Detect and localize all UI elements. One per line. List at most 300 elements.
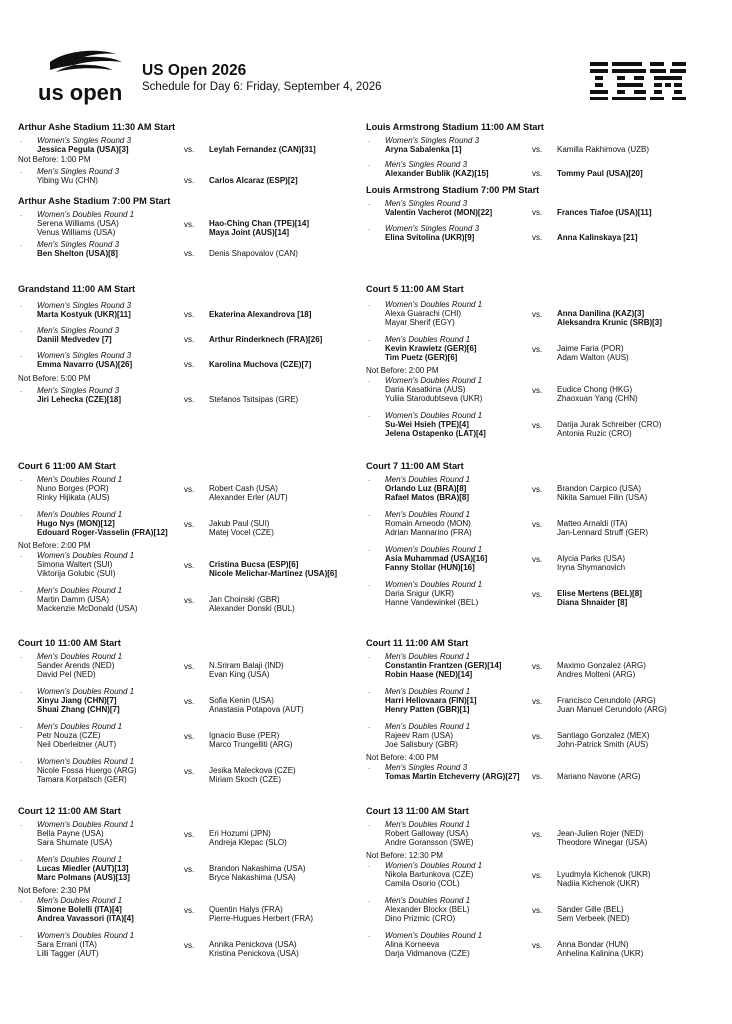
player-right: Diana Shnaider [8]: [557, 598, 628, 607]
match-round: Women's Doubles Round 1: [385, 411, 483, 420]
match: [366, 300, 711, 328]
bullet: .: [20, 211, 22, 218]
match: [366, 160, 711, 179]
match: [366, 475, 711, 503]
vs-label: vs.: [184, 732, 195, 741]
player-left: Andre Goransson (SWE): [385, 838, 474, 847]
player-right: Brandon Nakashima (USA): [209, 864, 306, 873]
court-block-court-10: [18, 636, 363, 785]
player-right: Anastasia Potapova (AUT): [209, 705, 304, 714]
player-right: Marco Trungelliti (ARG): [209, 740, 293, 749]
vs-label: vs.: [532, 772, 543, 781]
vs-label: vs.: [532, 310, 543, 319]
match-round: Men's Doubles Round 1: [385, 722, 471, 731]
match-round: Men's Doubles Round 1: [385, 510, 471, 519]
court-title: Louis Armstrong Stadium 7:00 PM Start: [366, 185, 540, 195]
player-left: Mackenzie McDonald (USA): [37, 604, 138, 613]
match-round: Men's Doubles Round 1: [385, 687, 471, 696]
bullet: .: [368, 862, 370, 869]
player-left: Serena Williams (USA): [37, 219, 119, 228]
not-before: Not Before: 12:30 PM: [366, 851, 443, 860]
match: [366, 580, 711, 608]
player-right: Sofia Kenin (USA): [209, 696, 274, 705]
player-left: Asia Muhammad (USA)[16]: [385, 554, 488, 563]
match: [18, 820, 363, 848]
vs-label: vs.: [532, 233, 543, 242]
vs-label: vs.: [532, 830, 543, 839]
match: [18, 167, 363, 186]
player-left: Sander Arends (NED): [37, 661, 115, 670]
match-round: Women's Doubles Round 1: [37, 551, 135, 560]
match: [366, 335, 711, 363]
player-left: Marc Polmans (AUS)[13]: [37, 873, 130, 882]
player-left: Tamara Korpatsch (GER): [37, 775, 127, 784]
player-right: Juan Manuel Cerundolo (ARG): [557, 705, 667, 714]
court-block-court-6: [18, 459, 363, 614]
vs-label: vs.: [532, 555, 543, 564]
player-right: Jakub Paul (SUI): [209, 519, 270, 528]
player-left: Sara Shumate (USA): [37, 838, 113, 847]
court-title: Court 7 11:00 AM Start: [366, 461, 464, 471]
player-right: Darija Jurak Schreiber (CRO): [557, 420, 662, 429]
match-round: Women's Doubles Round 1: [37, 931, 135, 940]
vs-label: vs.: [184, 906, 195, 915]
vs-label: vs.: [532, 941, 543, 950]
player-left: Kevin Krawietz (GER)[6]: [385, 344, 477, 353]
player-left: Neil Oberleitner (AUT): [37, 740, 117, 749]
vs-label: vs.: [532, 145, 543, 154]
vs-label: vs.: [532, 662, 543, 671]
court-title: Court 5 11:00 AM Start: [366, 284, 464, 294]
match: [18, 326, 363, 345]
match: [18, 931, 363, 959]
vs-label: vs.: [184, 395, 195, 404]
player-left: Mayar Sherif (EGY): [385, 318, 455, 327]
bullet: .: [20, 302, 22, 309]
player-left: Petr Nouza (CZE): [37, 731, 101, 740]
player-right: Lyudmyla Kichenok (UKR): [557, 870, 651, 879]
player-right: Miriam Skoch (CZE): [209, 775, 282, 784]
match-round: Men's Doubles Round 1: [37, 586, 123, 595]
court-block-grandstand: [18, 282, 363, 405]
player-left: Shuai Zhang (CHN)[7]: [37, 705, 120, 714]
player-left: Hanne Vandewinkel (BEL): [385, 598, 479, 607]
match: [366, 763, 711, 782]
player-left: Bella Payne (USA): [37, 829, 104, 838]
match-round: Men's Doubles Round 1: [385, 896, 471, 905]
player-left: Robin Haase (NED)[14]: [385, 670, 473, 679]
court-title: Grandstand 11:00 AM Start: [18, 284, 136, 294]
vs-label: vs.: [532, 386, 543, 395]
vs-label: vs.: [184, 335, 195, 344]
player-right: Jesika Maleckova (CZE): [209, 766, 296, 775]
player-right: Maximo Gonzalez (ARG): [557, 661, 646, 670]
player-left: Andrea Vavassori (ITA)[4]: [37, 914, 134, 923]
court-title: Court 11 11:00 AM Start: [366, 638, 469, 648]
player-left: Daniil Medvedev [7]: [37, 335, 112, 344]
court-block-court-7: [366, 459, 711, 608]
bullet: .: [368, 821, 370, 828]
vs-label: vs.: [532, 520, 543, 529]
vs-label: vs.: [184, 561, 195, 570]
player-right: Bryce Nakashima (USA): [209, 873, 296, 882]
player-left: Valentin Vacherot (MON)[22]: [385, 208, 493, 217]
player-left: Yuliia Starodubtseva (UKR): [385, 394, 483, 403]
bullet: .: [368, 161, 370, 168]
match: [366, 931, 711, 959]
match: [18, 551, 363, 579]
match-round: Women's Doubles Round 1: [385, 861, 483, 870]
match: [366, 510, 711, 538]
match: [366, 896, 711, 924]
player-left: Darja Vidmanova (CZE): [385, 949, 470, 958]
bullet: .: [368, 511, 370, 518]
player-left: Lilli Tagger (AUT): [37, 949, 99, 958]
bullet: .: [368, 688, 370, 695]
match-round: Men's Singles Round 3: [385, 763, 468, 772]
match-round: Women's Doubles Round 1: [385, 376, 483, 385]
player-right: Karolina Muchova (CZE)[7]: [209, 360, 312, 369]
player-right: Maya Joint (AUS)[14]: [209, 228, 290, 237]
bullet: .: [20, 758, 22, 765]
player-right: Elise Mertens (BEL)[8]: [557, 589, 642, 598]
match-round: Men's Singles Round 3: [37, 386, 120, 395]
player-right: Carlos Alcaraz (ESP)[2]: [209, 176, 298, 185]
match: [18, 210, 363, 238]
bullet: .: [20, 327, 22, 334]
player-left: Camila Osorio (COL): [385, 879, 460, 888]
player-left: Jelena Ostapenko (LAT)[4]: [385, 429, 486, 438]
vs-label: vs.: [184, 830, 195, 839]
player-right: Ekaterina Alexandrova [18]: [209, 310, 312, 319]
bullet: .: [20, 587, 22, 594]
match: [18, 136, 363, 155]
player-right: Anna Bondar (HUN): [557, 940, 629, 949]
player-right: Zhaoxuan Yang (CHN): [557, 394, 638, 403]
bullet: .: [20, 168, 22, 175]
player-right: Adam Walton (AUS): [557, 353, 629, 362]
player-right: Anna Kalinskaya [21]: [557, 233, 638, 242]
match-round: Men's Singles Round 3: [37, 167, 120, 176]
court-title: Court 12 11:00 AM Start: [18, 806, 121, 816]
match: [18, 475, 363, 503]
player-right: Nadiia Kichenok (UKR): [557, 879, 640, 888]
player-left: Marta Kostyuk (UKR)[11]: [37, 310, 131, 319]
player-right: Leylah Fernandez (CAN)[31]: [209, 145, 316, 154]
player-left: Joe Salisbury (GBR): [385, 740, 458, 749]
match-round: Men's Singles Round 3: [37, 326, 120, 335]
bullet: .: [368, 137, 370, 144]
player-right: Kristina Penickova (USA): [209, 949, 299, 958]
player-right: Eri Hozumi (JPN): [209, 829, 271, 838]
bullet: .: [20, 511, 22, 518]
player-right: Denis Shapovalov (CAN): [209, 249, 298, 258]
not-before: Not Before: 4:00 PM: [366, 753, 439, 762]
match: [18, 586, 363, 614]
player-left: Simona Waltert (SUI): [37, 560, 113, 569]
page-header: [0, 0, 732, 110]
player-right: Andreja Klepac (SLO): [209, 838, 287, 847]
match-round: Women's Singles Round 3: [385, 136, 480, 145]
player-left: Daria Snigur (UKR): [385, 589, 454, 598]
player-right: Alycia Parks (USA): [557, 554, 626, 563]
court-block-court-13: [366, 804, 711, 959]
court-block-court-5: [366, 282, 711, 439]
player-left: Adrian Mannarino (FRA): [385, 528, 472, 537]
vs-label: vs.: [184, 697, 195, 706]
court-title: Court 6 11:00 AM Start: [18, 461, 116, 471]
match-round: Women's Doubles Round 1: [37, 210, 135, 219]
player-right: Iryna Shymanovich: [557, 563, 626, 572]
court-title: Arthur Ashe Stadium 11:30 AM Start: [18, 122, 176, 132]
bullet: .: [20, 387, 22, 394]
court-title: Arthur Ashe Stadium 7:00 PM Start: [18, 196, 171, 206]
not-before: Not Before: 2:00 PM: [18, 541, 91, 550]
vs-label: vs.: [184, 360, 195, 369]
not-before: Not Before: 5:00 PM: [18, 374, 91, 383]
player-left: Alexander Bublik (KAZ)[15]: [385, 169, 489, 178]
match-round: Women's Doubles Round 1: [37, 820, 135, 829]
match-round: Women's Doubles Round 1: [37, 687, 135, 696]
vs-label: vs.: [532, 485, 543, 494]
player-right: Aleksandra Krunic (SRB)[3]: [557, 318, 662, 327]
bullet: .: [368, 336, 370, 343]
bullet: .: [368, 301, 370, 308]
player-right: Antonia Ruzic (CRO): [557, 429, 632, 438]
player-left: Rinky Hijikata (AUS): [37, 493, 110, 502]
vs-label: vs.: [532, 421, 543, 430]
match: [18, 301, 363, 320]
player-left: Ben Shelton (USA)[8]: [37, 249, 118, 258]
player-right: Evan King (USA): [209, 670, 270, 679]
bullet: .: [368, 200, 370, 207]
player-left: Nikola Bartunkova (CZE): [385, 870, 474, 879]
court-title: Court 10 11:00 AM Start: [18, 638, 121, 648]
match-round: Men's Doubles Round 1: [37, 722, 123, 731]
player-right: Sander Gille (BEL): [557, 905, 624, 914]
player-left: Orlando Luz (BRA)[8]: [385, 484, 467, 493]
match-round: Women's Singles Round 3: [37, 301, 132, 310]
vs-label: vs.: [184, 865, 195, 874]
bullet: .: [368, 723, 370, 730]
player-left: Edouard Roger-Vasselin (FRA)[12]: [37, 528, 168, 537]
player-right: Nikita Samuel Filin (USA): [557, 493, 648, 502]
player-right: Cristina Bucsa (ESP)[6]: [209, 560, 299, 569]
court-block-louis-armstrong: [366, 120, 711, 179]
bullet: .: [20, 241, 22, 248]
player-left: Robert Galloway (USA): [385, 829, 469, 838]
match: [18, 652, 363, 680]
bullet: .: [20, 653, 22, 660]
player-right: Brandon Carpico (USA): [557, 484, 642, 493]
player-right: Robert Cash (USA): [209, 484, 278, 493]
player-left: Yibing Wu (CHN): [37, 176, 98, 185]
player-left: Alina Korneeva: [385, 940, 440, 949]
player-right: Andres Molteni (ARG): [557, 670, 636, 679]
bullet: .: [20, 897, 22, 904]
match-round: Men's Doubles Round 1: [37, 896, 123, 905]
vs-label: vs.: [532, 169, 543, 178]
player-left: Nicole Fossa Huergo (ARG): [37, 766, 137, 775]
match-round: Women's Doubles Round 1: [385, 300, 483, 309]
match: [18, 722, 363, 750]
player-right: Matteo Arnaldi (ITA): [557, 519, 628, 528]
player-left: Daria Kasatkina (AUS): [385, 385, 466, 394]
bullet: .: [368, 225, 370, 232]
match: [18, 386, 363, 405]
match-round: Women's Doubles Round 1: [385, 931, 483, 940]
vs-label: vs.: [184, 767, 195, 776]
player-left: Su-Wei Hsieh (TPE)[4]: [385, 420, 469, 429]
player-left: Jessica Pegula (USA)[3]: [37, 145, 129, 154]
player-left: Viktorija Golubic (SUI): [37, 569, 116, 578]
vs-label: vs.: [532, 732, 543, 741]
player-right: Nicole Melichar-Martinez (USA)[6]: [209, 569, 338, 578]
match: [366, 545, 711, 573]
player-left: Alexander Blockx (BEL): [385, 905, 470, 914]
player-right: Jan-Lennard Struff (GER): [557, 528, 649, 537]
match: [18, 687, 363, 715]
player-right: Francisco Cerundolo (ARG): [557, 696, 656, 705]
match-round: Men's Singles Round 3: [385, 199, 468, 208]
player-left: Venus Williams (USA): [37, 228, 116, 237]
player-right: Tommy Paul (USA)[20]: [557, 169, 643, 178]
not-before: Not Before: 2:00 PM: [366, 366, 439, 375]
player-left: Fanny Stollar (HUN)[16]: [385, 563, 475, 572]
bullet: .: [368, 412, 370, 419]
match: [18, 351, 363, 370]
court-block-louis-armstrong-evening: [366, 183, 711, 243]
match-round: Men's Doubles Round 1: [37, 510, 123, 519]
bullet: .: [368, 377, 370, 384]
match-round: Men's Doubles Round 1: [37, 855, 123, 864]
player-right: Alexander Erler (AUT): [209, 493, 288, 502]
match: [18, 240, 363, 259]
match: [366, 722, 711, 750]
match-round: Men's Doubles Round 1: [385, 820, 471, 829]
not-before: Not Before: 2:30 PM: [18, 886, 91, 895]
player-left: Constantin Frantzen (GER)[14]: [385, 661, 502, 670]
page-subtitle: Schedule for Day 6: Friday, September 4, 2026: [142, 81, 382, 93]
court-title: Louis Armstrong Stadium 11:00 AM Start: [366, 122, 544, 132]
player-left: Lucas Miedler (AUT)[13]: [37, 864, 129, 873]
ibm-logo: [590, 62, 690, 100]
bullet: .: [20, 932, 22, 939]
match-round: Women's Singles Round 3: [37, 136, 132, 145]
match-round: Men's Singles Round 3: [37, 240, 120, 249]
player-left: David Pel (NED): [37, 670, 96, 679]
vs-label: vs.: [184, 662, 195, 671]
match: [18, 896, 363, 924]
bullet: .: [368, 897, 370, 904]
match-round: Women's Doubles Round 1: [385, 580, 483, 589]
player-right: N.Sriram Balaji (IND): [209, 661, 284, 670]
player-right: Stefanos Tsitsipas (GRE): [209, 395, 299, 404]
match: [18, 757, 363, 785]
bullet: .: [368, 653, 370, 660]
vs-label: vs.: [532, 590, 543, 599]
vs-label: vs.: [184, 485, 195, 494]
player-right: Anna Danilina (KAZ)[3]: [557, 309, 645, 318]
player-left: Jiri Lehecka (CZE)[18]: [37, 395, 122, 404]
player-left: Henry Patten (GBR)[1]: [385, 705, 470, 714]
page-title: US Open 2026: [142, 62, 247, 79]
player-right: Frances Tiafoe (USA)[11]: [557, 208, 652, 217]
vs-label: vs.: [532, 697, 543, 706]
player-left: Tomas Martin Etcheverry (ARG)[27]: [385, 772, 520, 781]
bullet: .: [20, 552, 22, 559]
player-right: Arthur Rinderknech (FRA)[26]: [209, 335, 323, 344]
court-block-court-12: [18, 804, 363, 959]
vs-label: vs.: [532, 345, 543, 354]
vs-label: vs.: [184, 310, 195, 319]
player-right: Sem Verbeek (NED): [557, 914, 630, 923]
bullet: .: [368, 546, 370, 553]
match-round: Men's Doubles Round 1: [37, 652, 123, 661]
player-left: Xinyu Jiang (CHN)[7]: [37, 696, 117, 705]
court-block-arthur-ashe: [18, 120, 363, 186]
bullet: .: [368, 764, 370, 771]
player-right: Annika Penickova (USA): [209, 940, 297, 949]
match-round: Women's Singles Round 3: [37, 351, 132, 360]
us-open-logo: [36, 48, 136, 108]
match-round: Men's Singles Round 3: [385, 160, 468, 169]
player-left: Simone Bolelli (ITA)[4]: [37, 905, 122, 914]
match: [366, 652, 711, 680]
bullet: .: [20, 723, 22, 730]
match: [366, 687, 711, 715]
match-round: Women's Doubles Round 1: [385, 545, 483, 554]
bullet: .: [368, 581, 370, 588]
player-left: Emma Navarro (USA)[26]: [37, 360, 133, 369]
player-right: Hao-Ching Chan (TPE)[14]: [209, 219, 309, 228]
player-right: Theodore Winegar (USA): [557, 838, 648, 847]
vs-label: vs.: [184, 249, 195, 258]
svg-text:us open: us open: [38, 80, 123, 105]
player-left: Sara Errani (ITA): [37, 940, 97, 949]
not-before: Not Before: 1:00 PM: [18, 155, 91, 164]
match-round: Women's Doubles Round 1: [37, 757, 135, 766]
player-right: Ignacio Buse (PER): [209, 731, 280, 740]
match: [366, 136, 711, 155]
player-right: Jan Choinski (GBR): [209, 595, 280, 604]
player-right: Matej Vocel (CZE): [209, 528, 274, 537]
court-block-court-11: [366, 636, 711, 782]
match: [366, 199, 711, 218]
player-right: John-Patrick Smith (AUS): [557, 740, 649, 749]
court-block-arthur-ashe-evening: [18, 194, 363, 259]
player-right: Pierre-Hugues Herbert (FRA): [209, 914, 314, 923]
bullet: .: [20, 821, 22, 828]
vs-label: vs.: [184, 520, 195, 529]
vs-label: vs.: [532, 871, 543, 880]
player-right: Jaime Faria (POR): [557, 344, 624, 353]
player-left: Aryna Sabalenka [1]: [385, 145, 462, 154]
vs-label: vs.: [184, 941, 195, 950]
match: [366, 820, 711, 848]
bullet: .: [20, 856, 22, 863]
match-round: Men's Doubles Round 1: [37, 475, 123, 484]
player-left: Nuno Borges (POR): [37, 484, 109, 493]
player-left: Elina Svitolina (UKR)[9]: [385, 233, 475, 242]
player-right: Kamilla Rakhimova (UZB): [557, 145, 650, 154]
match-round: Men's Doubles Round 1: [385, 652, 471, 661]
bullet: .: [20, 476, 22, 483]
player-left: Tim Puetz (GER)[6]: [385, 353, 458, 362]
court-title: Court 13 11:00 AM Start: [366, 806, 469, 816]
vs-label: vs.: [184, 145, 195, 154]
match: [366, 411, 711, 439]
